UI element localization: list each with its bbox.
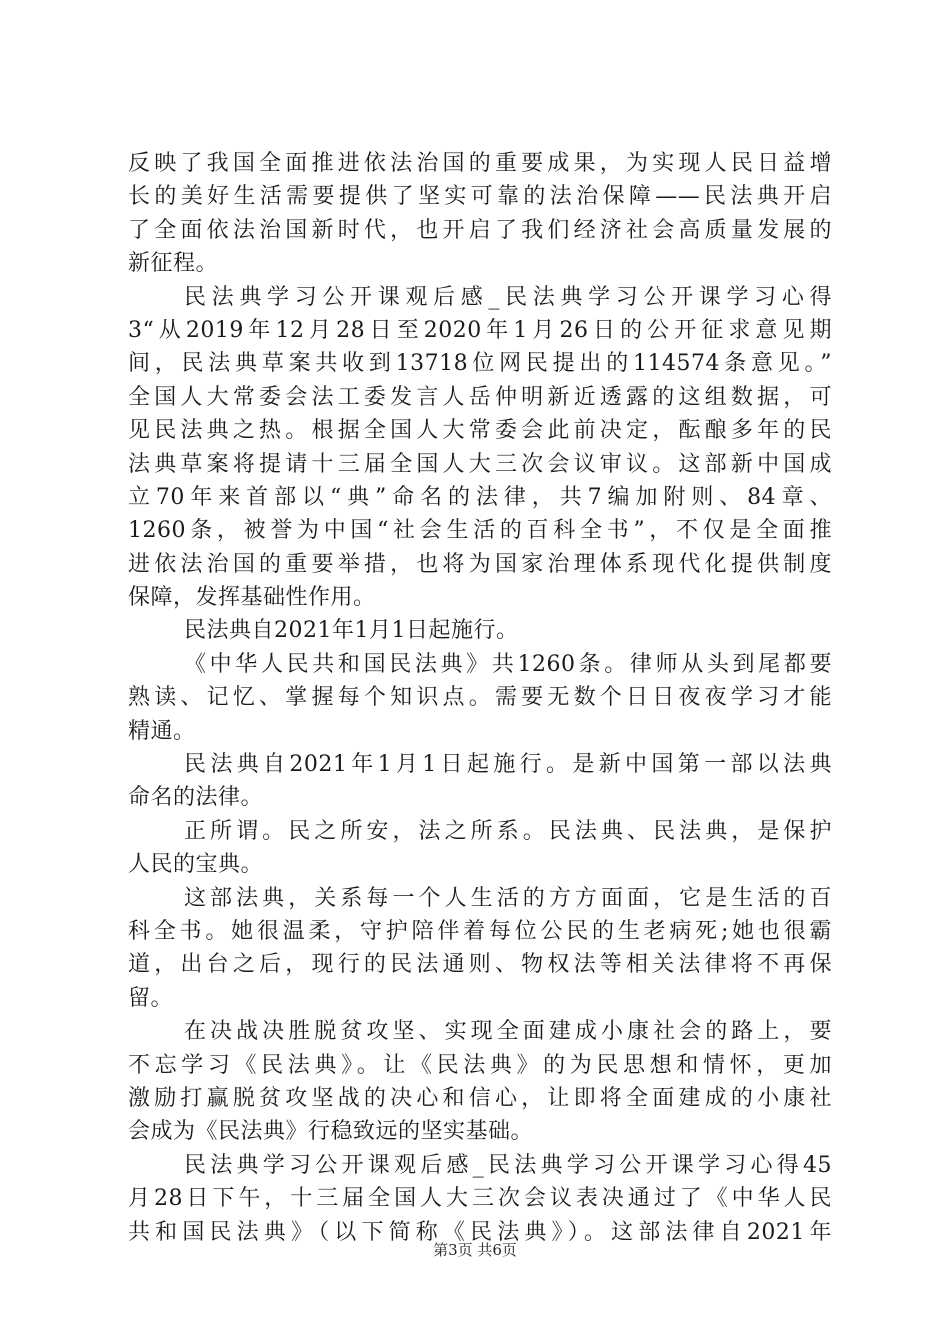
text-line: 不忘学习《民法典》。让《民法典》的为民思想和情怀，更加 [128,1052,832,1078]
text-line: 《中华人民共和国民法典》共1260条。律师从头到尾都要 [184,651,832,677]
text-line: 这部法典，关系每一个人生活的方方面面，它是生活的百 [184,885,832,911]
text-line: 留。 [128,985,174,1011]
text-line: 民法典学习公开课观后感_民法典学习公开课学习心得45 [184,1152,832,1178]
text-line: 会成为《民法典》行稳致远的坚实基础。 [128,1119,534,1145]
page-footer: 第3页 共6页 [433,1241,517,1259]
text-line: 人民的宝典。 [128,852,264,878]
text-line: 保障，发挥基础性作用。 [128,585,376,611]
text-line: 命名的法律。 [128,785,264,811]
text-line: 立70年来首部以“典”命名的法律，共7编加附则、84章、 [128,484,832,510]
text-line: 长的美好生活需要提供了坚实可靠的法治保障——民法典开启 [128,184,832,210]
text-line: 1260条，被誉为中国“社会生活的百科全书”，不仅是全面推 [128,518,832,544]
text-line: 科全书。她很温柔，守护陪伴着每位公民的生老病死;她也很霸 [128,918,832,944]
text-line: 3“从2019年12月28日至2020年1月26日的公开征求意见期 [128,317,832,343]
text-line: 正所谓。民之所安，法之所系。民法典、民法典，是保护 [184,818,832,844]
text-line: 民法典学习公开课观后感_民法典学习公开课学习心得 [184,284,832,310]
text-line: 法典草案将提请十三届全国人大三次会议审议。这部新中国成 [128,451,832,477]
text-line: 在决战决胜脱贫攻坚、实现全面建成小康社会的路上，要 [184,1019,832,1045]
text-line: 见民法典之热。根据全国人大常委会此前决定，酝酿多年的民 [128,418,832,444]
text-line: 新征程。 [128,251,219,277]
text-line: 月28日下午，十三届全国人大三次会议表决通过了《中华人民 [128,1186,832,1212]
text-line: 了全面依法治国新时代，也开启了我们经济社会高质量发展的 [128,217,832,243]
text-line: 进依法治国的重要举措，也将为国家治理体系现代化提供制度 [128,551,832,577]
text-line: 全国人大常委会法工委发言人岳仲明新近透露的这组数据，可 [128,384,832,410]
text-line: 共和国民法典》（以下简称《民法典》）。这部法律自2021年 [128,1219,832,1245]
text-line: 反映了我国全面推进依法治国的重要成果，为实现人民日益增 [128,151,832,176]
text-line: 精通。 [128,718,196,744]
text-line: 民法典自2021年1月1日起施行。 [184,618,519,644]
text-line: 间，民法典草案共收到13718位网民提出的114574条意见。” [128,351,832,377]
text-line: 民法典自2021年1月1日起施行。是新中国第一部以法典 [184,752,832,778]
text-line: 道，出台之后，现行的民法通则、物权法等相关法律将不再保 [128,952,832,978]
text-line: 激励打赢脱贫攻坚战的决心和信心，让即将全面建成的小康社 [128,1085,832,1111]
document-body [128,147,832,1249]
text-line: 熟读、记忆、掌握每个知识点。需要无数个日日夜夜学习才能 [128,685,832,711]
